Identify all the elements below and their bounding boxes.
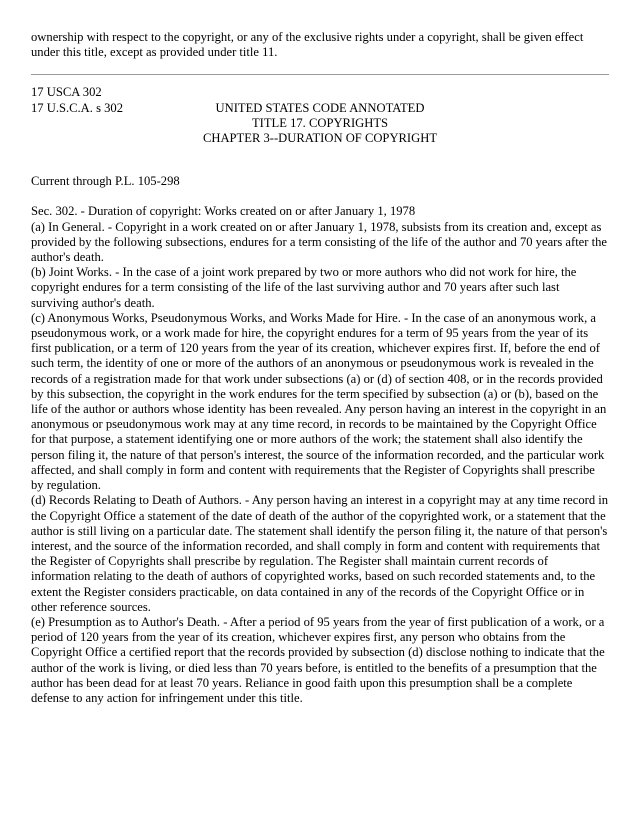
- subsection-b: (b) Joint Works. - In the case of a joint work prepared by two or more authors who did not work for hire, the copyright endures for a term consisting of the life of the last surviving author and 70 years after such last surviving author's death.: [31, 265, 577, 310]
- section-title: Sec. 302. - Duration of copyright: Works created on or after January 1, 1978: [31, 204, 416, 219]
- heading-code-title: UNITED STATES CODE ANNOTATED: [215, 100, 425, 115]
- section-body: [31, 204, 609, 706]
- citation-line-2: 17 U.S.C.A. s 302: [31, 100, 124, 115]
- carryover-text: ownership with respect to the copyright, or any of the exclusive rights under a copyright, shall be given effect under this title, except as provided under title 11.: [31, 30, 584, 60]
- document-page: [31, 30, 609, 706]
- subsection-d: (d) Records Relating to Death of Authors. - Any person having an interest in a copyright may at any time record in the Copyright Office a statement of the date of death of the author of the copyrighted work, or a statement that the author is still living on a particular date. The statement shall identify the person filing it, the nature of that person's interest, and the source of the information recorded, and shall comply in form and content with requirements that the Register of Copyrights shall prescribe by regulation. The Register shall maintain current records of information relating to the death of authors of copyrighted works, based on such recorded statements and, to the extent the Register considers practicable, on data contained in any of the records of the Copyright Office or in other reference sources.: [31, 493, 609, 614]
- subsection-a: (a) In General. - Copyright in a work created on or after January 1, 1978, subsists from its creation and, except as provided by the following subsections, endures for a term consisting of the life of the author and 70 years after the author's death.: [31, 219, 608, 265]
- spacer: [31, 146, 609, 174]
- heading-chapter: CHAPTER 3--DURATION OF COPYRIGHT: [202, 131, 438, 146]
- citation-line-1: 17 USCA 302: [31, 85, 102, 100]
- section-divider: [31, 74, 609, 75]
- currency-note: Current through P.L. 105-298: [31, 174, 180, 189]
- subsection-c: (c) Anonymous Works, Pseudonymous Works, and Works Made for Hire. - In the case of an anonymous work, a pseudonymous work, or a work made for hire, the copyright endures for a term of 95 years from the year of its first publication, or a term of 120 years from the year of its creation, whichever expires first. If, before the end of such term, the identity of one or more of the authors of an anonymous or pseudonymous work is revealed in the records of a registration made for that work under subsections (a) or (d) of section 408, or in the records provided by this subsection, the copyright in the work endures for the term specified by subsection (a) or (b), based on the life of the author or authors whose identity has been revealed. Any person having an interest in the copyright in an anonymous or pseudonymous work may at any time record, in records to be maintained by the Copyright Office for that purpose, a statement identifying one or more authors of the work; the statement shall also identify the person filing it, the nature of that person's interest, the source of the information recorded, and the particular work affected, and shall comply in form and content with requirements that the Register of Copyrights shall prescribe by regulation.: [31, 310, 607, 493]
- spacer: [31, 189, 609, 204]
- heading-title: TITLE 17. COPYRIGHTS: [251, 115, 389, 130]
- subsection-e: (e) Presumption as to Author's Death. - After a period of 95 years from the year of first publication of a work, or a period of 120 years from the year of its creation, whichever expires first, any person who obtains from the Copyright Office a certified report that the records provided by subsection (d) disclose nothing to indicate that the author of the work is living, or died less than 70 years before, is entitled to the benefits of a presumption that the author has been dead for at least 70 years. Reliance in good faith upon this presumption shall be a complete defense to any action for infringement under this title.: [31, 614, 605, 705]
